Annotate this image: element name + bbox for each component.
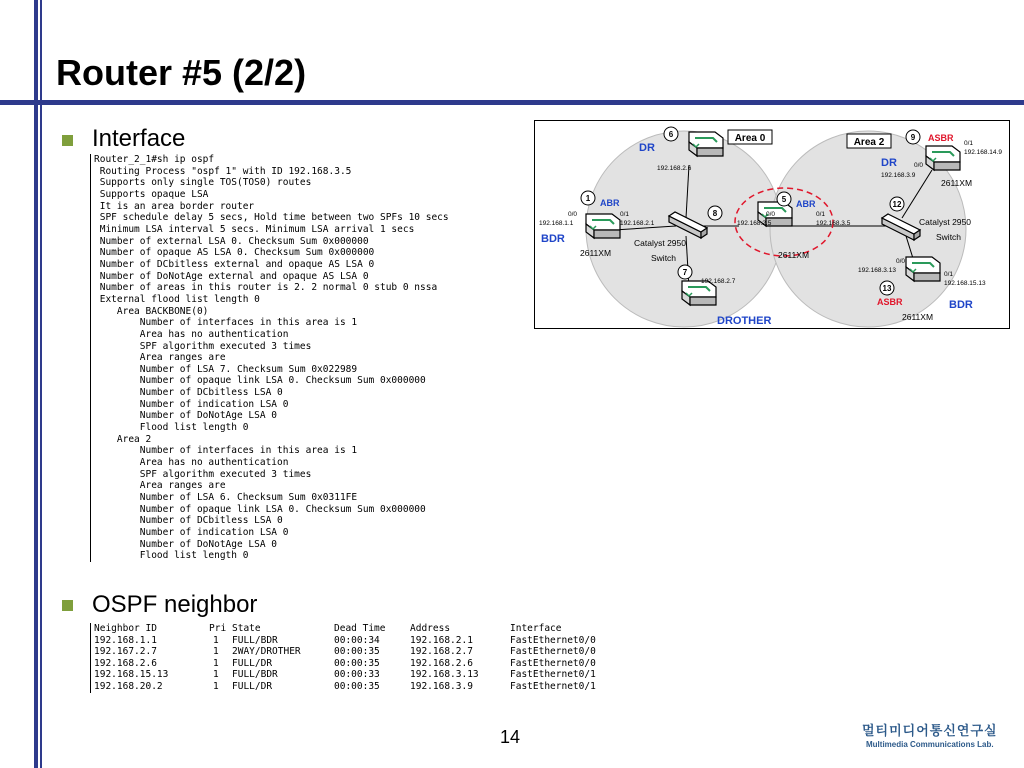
node-9-number: 9: [910, 133, 916, 142]
lab-name-korean: 멀티미디어통신연구실: [862, 723, 998, 738]
ospf-show-output: [90, 154, 449, 562]
cell-pri: 1: [213, 680, 219, 692]
if-r5-0: 0/0: [766, 211, 776, 218]
left-accent-bar-2: [40, 0, 42, 768]
header-dead-time: Dead Time: [334, 623, 386, 634]
if-r1-1: 0/1: [620, 211, 630, 218]
area2-label: Area 2: [853, 137, 885, 148]
cell-pri: 1: [213, 657, 219, 669]
cell-interface: FastEthernet0/0: [510, 657, 596, 669]
cli-output-line: Number of DCbitless LSA 0: [139, 515, 283, 527]
cell-state: 2WAY/DROTHER: [232, 646, 301, 658]
if-r5-1: 0/1: [816, 211, 826, 218]
model-switch-left-1: Catalyst 2950: [634, 238, 686, 248]
cell-pri: 1: [213, 646, 219, 658]
cli-output-line: Minimum LSA interval 5 secs. Minimum LSA arrival 1 secs: [99, 223, 415, 235]
role-dr-left: DR: [639, 142, 655, 154]
addr-r13-0: 192.168.3.13: [858, 267, 896, 274]
cell-neighbor-id: 192.167.2.7: [94, 646, 157, 658]
cli-output-line: Number of LSA 7. Checksum Sum 0x022989: [139, 363, 358, 375]
header-state: State: [232, 623, 261, 634]
cli-output-line: SPF algorithm executed 3 times: [139, 340, 312, 352]
cell-dead-time: 00:00:33: [334, 669, 380, 681]
cell-neighbor-id: 192.168.1.1: [94, 634, 157, 646]
cli-output-line: Number of DCbitless LSA 0: [139, 387, 283, 399]
cell-interface: FastEthernet0/1: [510, 669, 596, 681]
bullet-marker-interface: [62, 135, 73, 146]
cli-output-line: Number of LSA 6. Checksum Sum 0x0311FE: [139, 492, 358, 504]
cli-command-line: Router_2_1#sh ip ospf: [94, 154, 215, 165]
model-switch-right-2: Switch: [936, 232, 962, 242]
addr-r13-1: 192.168.15.13: [944, 280, 986, 287]
cli-output-line: SPF algorithm executed 3 times: [139, 468, 312, 480]
cli-output-line: Supports only single TOS(TOS0) routes: [99, 177, 312, 189]
node-7-number: 7: [682, 268, 688, 277]
cell-state: FULL/BDR: [232, 634, 278, 646]
model-switch-left-2: Switch: [651, 253, 677, 263]
cli-output-line: Area has no authentication: [139, 457, 289, 469]
role-asbr-9: ASBR: [928, 133, 954, 143]
cell-pri: 1: [213, 634, 219, 646]
cli-output-line: Number of opaque link LSA 0. Checksum Sum 0x000000: [139, 503, 426, 515]
header-neighbor-id: Neighbor ID: [94, 623, 157, 634]
role-bdr-right: BDR: [949, 299, 973, 311]
cell-state: FULL/DR: [232, 657, 273, 669]
if-r13-0: 0/0: [896, 258, 906, 265]
cli-output-line: Number of indication LSA 0: [139, 527, 289, 538]
cell-dead-time: 00:00:35: [334, 680, 380, 692]
bullet-interface: Interface: [92, 125, 186, 152]
addr-r6: 192.168.2.6: [657, 165, 692, 172]
left-accent-bar-1: [34, 0, 38, 768]
cli-output-line: External flood list length 0: [99, 293, 260, 305]
network-topology-diagram: [534, 120, 1010, 330]
model-r5: 2611XM: [778, 250, 810, 260]
router-6-icon: [689, 132, 723, 156]
role-abr-5: ABR: [796, 199, 816, 209]
cli-output-line: Flood list length 0: [139, 550, 249, 562]
model-r9: 2611XM: [941, 178, 973, 188]
header-address: Address: [410, 623, 451, 634]
cell-interface: FastEthernet0/1: [510, 680, 596, 692]
role-drother: DROTHER: [717, 315, 772, 327]
cli-output-line: Number of opaque AS LSA 0. Checksum Sum 0x000000: [99, 247, 375, 259]
addr-r5-1: 192.168.3.5: [816, 220, 851, 227]
router-13-icon: [906, 257, 940, 281]
cli-output-line: Number of DoNotAge external and opaque AS LSA 0: [99, 270, 369, 282]
node-8-number: 8: [712, 209, 718, 218]
cell-neighbor-id: 192.168.2.6: [94, 657, 157, 669]
cli-output-line: SPF schedule delay 5 secs, Hold time between two SPFs 10 secs: [99, 212, 449, 224]
cell-address: 192.168.2.6: [410, 657, 473, 669]
role-bdr-left: BDR: [541, 233, 565, 245]
cell-address: 192.168.3.9: [410, 680, 473, 692]
cli-output-line: Number of indication LSA 0: [139, 398, 289, 410]
node-5-number: 5: [781, 195, 787, 204]
node-12-number: 12: [892, 200, 902, 209]
page-number: 14: [500, 727, 521, 747]
cli-output-line: Supports opaque LSA: [99, 188, 209, 200]
addr-r1-1: 192.168.2.1: [620, 220, 655, 227]
slide-title: Router #5 (2/2): [56, 52, 307, 93]
cli-output-line: It is an area border router: [99, 200, 255, 212]
cell-dead-time: 00:00:34: [334, 634, 380, 646]
model-r13: 2611XM: [902, 312, 934, 322]
cell-state: FULL/DR: [232, 680, 273, 692]
cell-address: 192.168.2.7: [410, 646, 473, 658]
cli-output-line: Number of DoNotAge LSA 0: [139, 538, 278, 550]
addr-r9-1: 192.168.14.9: [964, 149, 1002, 156]
cli-output-line: Area has no authentication: [139, 328, 289, 340]
role-dr-right: DR: [881, 157, 897, 169]
cli-output-line: Number of DCbitless external and opaque AS LSA 0: [99, 258, 375, 270]
cli-output-line: Number of DoNotAge LSA 0: [139, 410, 278, 422]
role-abr-1: ABR: [600, 198, 620, 208]
cli-output-line: Flood list length 0: [139, 422, 249, 434]
cli-output-line: Number of interfaces in this area is 1: [139, 317, 358, 329]
addr-r5-0: 192.168.2.5: [737, 220, 772, 227]
ospf-neighbor-table: [90, 623, 596, 693]
cell-address: 192.168.3.13: [410, 669, 479, 681]
if-r9-1: 0/1: [964, 140, 974, 147]
cell-neighbor-id: 192.168.15.13: [94, 669, 169, 681]
header-pri: Pri: [209, 623, 227, 634]
cli-output-line: Number of interfaces in this area is 1: [139, 445, 358, 457]
cell-interface: FastEthernet0/0: [510, 646, 596, 658]
bullet-ospf-neighbor: OSPF neighbor: [92, 591, 258, 618]
bullet-marker-ospf-neighbor: [62, 600, 73, 611]
title-underline-bar: [0, 100, 1024, 105]
cli-output-line: Area 2: [116, 433, 152, 445]
if-r1-0: 0/0: [568, 211, 578, 218]
model-switch-right-1: Catalyst 2950: [919, 217, 971, 227]
addr-r1-0: 192.168.1.1: [539, 220, 574, 227]
area0-label: Area 0: [734, 133, 766, 144]
cell-address: 192.168.2.1: [410, 634, 473, 646]
cell-interface: FastEthernet0/0: [510, 634, 596, 646]
model-r1: 2611XM: [580, 248, 612, 258]
cli-output-line: Routing Process "ospf 1" with ID 192.168.3.5: [99, 165, 352, 177]
cli-output-line: Area ranges are: [139, 352, 226, 364]
cli-output-line: Number of external LSA 0. Checksum Sum 0x000000: [99, 235, 369, 247]
lab-name-english: Multimedia Communications Lab.: [866, 740, 994, 749]
addr-r9-0: 192.168.3.9: [881, 172, 916, 179]
cell-neighbor-id: 192.168.20.2: [94, 680, 163, 692]
header-interface: Interface: [510, 623, 562, 634]
cli-output-line: Number of opaque link LSA 0. Checksum Sum 0x000000: [139, 375, 426, 387]
cli-output-line: Number of areas in this router is 2. 2 normal 0 stub 0 nssa: [99, 282, 438, 294]
cell-state: FULL/BDR: [232, 669, 278, 681]
router-9-icon: [926, 146, 960, 170]
cell-dead-time: 00:00:35: [334, 646, 380, 658]
node-13-number: 13: [882, 284, 892, 293]
cell-dead-time: 00:00:35: [334, 657, 380, 669]
router-1-icon: [586, 214, 620, 238]
node-6-number: 6: [668, 130, 674, 139]
if-r9-0: 0/0: [914, 162, 924, 169]
addr-r7: 192.168.2.7: [701, 278, 736, 285]
node-1-number: 1: [585, 194, 591, 203]
cli-output-line: Area ranges are: [139, 480, 226, 492]
if-r13-1: 0/1: [944, 271, 954, 278]
cell-pri: 1: [213, 669, 219, 681]
cli-output-line: Area BACKBONE(0): [116, 305, 209, 317]
lab-logo: [862, 720, 998, 749]
role-asbr-13: ASBR: [877, 297, 903, 307]
